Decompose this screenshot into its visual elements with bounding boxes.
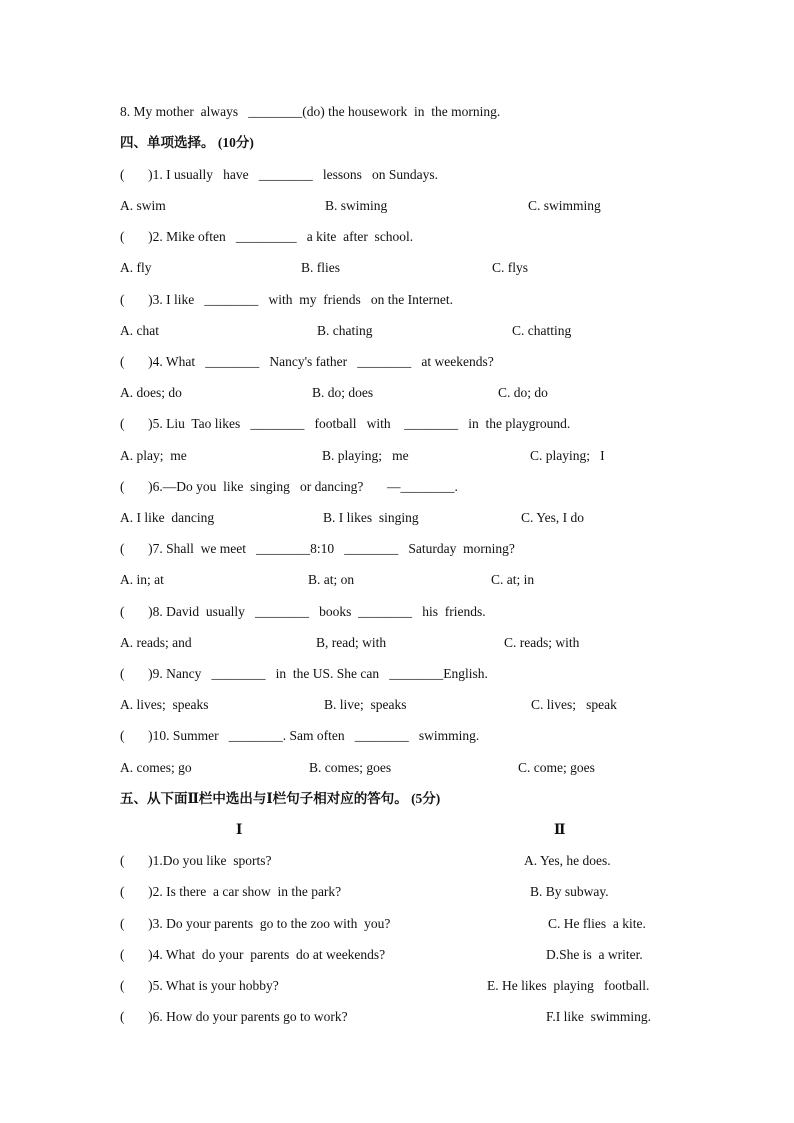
question-stem: ( )4. What ________ Nancy's father ________ at weekends? <box>120 354 494 369</box>
question-stem: ( )7. Shall we meet ________8:10 ________ Saturday morning? <box>120 541 515 556</box>
match-question: ( )6. How do your parents go to work? <box>120 1009 348 1024</box>
section4-title: 四、单项选择。 (10分) <box>120 135 254 150</box>
option-a: A. does; do <box>120 385 182 400</box>
option-b: B. at; on <box>308 572 355 587</box>
match-answer: B. By subway. <box>530 884 609 899</box>
option-a: A. I like dancing <box>120 510 215 525</box>
question-stem: ( )5. Liu Tao likes ________ football with ________ in the playground. <box>120 416 571 431</box>
question-stem: ( )6.—Do you like singing or dancing? —________. <box>120 479 458 494</box>
option-c: C. lives; speak <box>531 697 617 712</box>
option-b: B. playing; me <box>322 448 409 463</box>
option-c: C. swimming <box>528 198 601 213</box>
match-answer: A. Yes, he does. <box>524 853 611 868</box>
option-a: A. lives; speaks <box>120 697 209 712</box>
option-b: B. comes; goes <box>309 760 392 775</box>
match-question: ( )5. What is your hobby? <box>120 978 279 993</box>
option-b: B. swiming <box>325 198 388 213</box>
option-a: A. play; me <box>120 448 187 463</box>
section5-title: 五、从下面Ⅱ栏中选出与Ⅰ栏句子相对应的答句。 (5分) <box>120 791 441 806</box>
option-a: A. chat <box>120 323 159 338</box>
option-a: A. swim <box>120 198 166 213</box>
intro-line: 8. My mother always ________(do) the housework in the morning. <box>120 104 501 119</box>
option-a: A. reads; and <box>120 635 192 650</box>
option-b: B. live; speaks <box>324 697 407 712</box>
option-a: A. fly <box>120 260 152 275</box>
question-stem: ( )8. David usually ________ books ________ his friends. <box>120 604 486 619</box>
option-b: B. I likes singing <box>323 510 419 525</box>
option-b: B. chating <box>317 323 373 338</box>
match-answer: F.I like swimming. <box>546 1009 652 1024</box>
match-answer: C. He flies a kite. <box>548 916 646 931</box>
column-header-2: Ⅱ <box>554 822 566 837</box>
question-stem: ( )10. Summer ________. Sam often ________ swimming. <box>120 728 480 743</box>
option-b: B, read; with <box>316 635 387 650</box>
question-stem: ( )2. Mike often _________ a kite after school. <box>120 229 414 244</box>
match-question: ( )4. What do your parents do at weekends? <box>120 947 386 962</box>
match-answer: E. He likes playing football. <box>487 978 650 993</box>
match-question: ( )3. Do your parents go to the zoo with you? <box>120 916 391 931</box>
match-question: ( )2. Is there a car show in the park? <box>120 884 342 899</box>
option-b: B. flies <box>301 260 340 275</box>
option-b: B. do; does <box>312 385 374 400</box>
option-c: C. reads; with <box>504 635 580 650</box>
option-c: C. come; goes <box>518 760 595 775</box>
option-c: C. playing; I <box>530 448 605 463</box>
option-a: A. in; at <box>120 572 164 587</box>
option-a: A. comes; go <box>120 760 192 775</box>
option-c: C. chatting <box>512 323 572 338</box>
match-answer: D.She is a writer. <box>546 947 643 962</box>
question-stem: ( )1. I usually have ________ lessons on Sundays. <box>120 167 438 182</box>
option-c: C. Yes, I do <box>521 510 585 525</box>
question-stem: ( )3. I like ________ with my friends on the Internet. <box>120 292 453 307</box>
match-question: ( )1.Do you like sports? <box>120 853 272 868</box>
option-c: C. flys <box>492 260 529 275</box>
column-header-1: Ⅰ <box>236 822 243 837</box>
option-c: C. at; in <box>491 572 535 587</box>
question-stem: ( )9. Nancy ________ in the US. She can ________English. <box>120 666 488 681</box>
option-c: C. do; do <box>498 385 548 400</box>
